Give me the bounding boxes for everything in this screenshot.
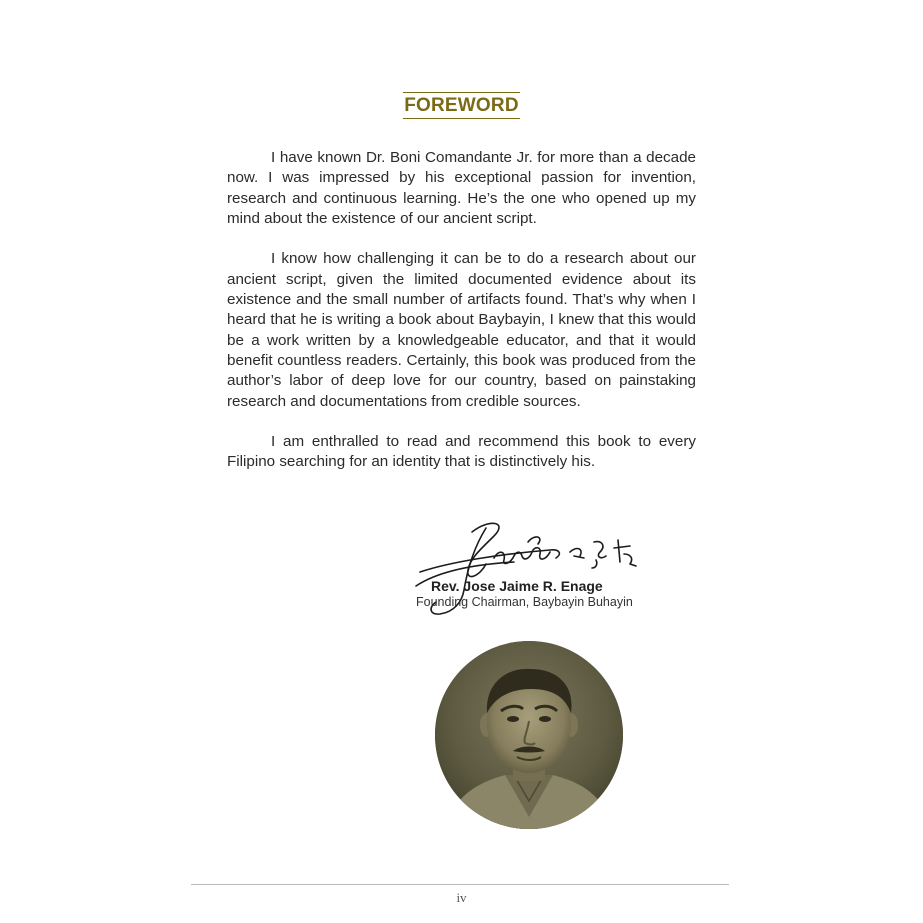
author-portrait-photo: [435, 641, 623, 829]
title-container: [0, 92, 923, 119]
signature-block: [410, 514, 660, 624]
paragraph-3: I am enthralled to read and recommend this book to every Filipino searching for an identity that is distinctively his.: [227, 433, 696, 471]
page-title: FOREWORD: [403, 92, 520, 119]
signatory-role: Founding Chairman, Baybayin Buhayin: [416, 595, 633, 609]
paragraph-1: I have known Dr. Boni Comandante Jr. for more than a decade now. I was impressed by his exceptional passion for invention, research and continuous learning. He’s the one who opened up my mind about the existence of our ancient script.: [227, 149, 696, 227]
portrait-illustration: [435, 641, 623, 829]
foreword-body: [227, 148, 696, 493]
page-number: iv: [456, 890, 467, 905]
footer-divider: [191, 884, 729, 885]
paragraph-2: I know how challenging it can be to do a research about our ancient script, given the limited documented evidence about its existence and the small number of artifacts found. That’s why when I heard that he is writing a book about Baybayin, I knew that this would be a work written by a knowledgeable educator, and that it would benefit countless readers. Certainly, this book was produced from the author’s labor of deep love for our country, based on painstaking research and documentations from credible sources.: [227, 250, 696, 410]
signatory-name: Rev. Jose Jaime R. Enage: [431, 578, 603, 594]
